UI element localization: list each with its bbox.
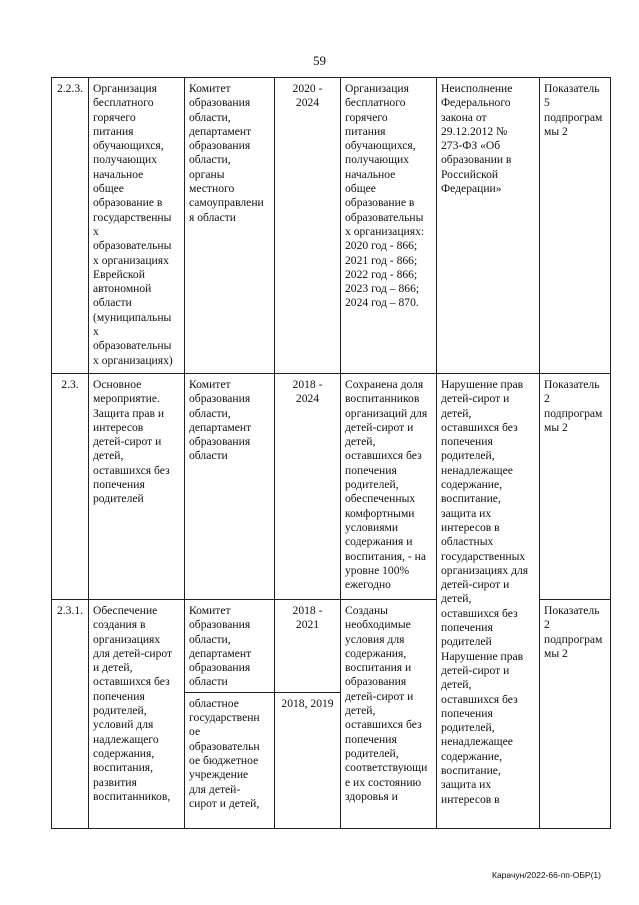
cell-text-line: комфортными — [345, 506, 415, 520]
cell-text-line: Федерации» — [441, 182, 502, 196]
cell-text-line: оставшихся без — [345, 449, 422, 463]
cell-text-line: образование в — [345, 196, 415, 210]
cell-text-line: образования — [189, 96, 251, 110]
cell-text-line: детей, — [441, 406, 472, 420]
cell-text-line: х — [93, 224, 99, 238]
cell-text-line: 2021 год - 866; — [345, 253, 418, 267]
executor — [185, 374, 275, 600]
cell-text-line: 2023 год – 866; — [345, 282, 420, 296]
cell-text-line: области, — [189, 632, 231, 646]
cell-text-line: воспитания и — [345, 661, 412, 675]
cell-text-line: здоровья и — [345, 789, 398, 803]
period — [275, 600, 341, 693]
executor — [185, 692, 275, 828]
cell-text-line: детей-сирот и — [441, 578, 510, 592]
cell-text-line: защита их — [441, 778, 492, 792]
cell-text-line: бесплатного — [345, 96, 406, 110]
cell-text-line: автономной — [93, 282, 152, 296]
cell-text-line: 5 — [544, 96, 550, 110]
cell-text-line: образования — [189, 661, 251, 675]
cell-text-line: начальное — [93, 167, 144, 181]
cell-text-line: самоуправлени — [189, 196, 264, 210]
cell-text-line: 2 — [544, 618, 550, 632]
cell-text-line: 2.3. — [61, 378, 79, 391]
indicator-link — [540, 374, 611, 600]
cell-text-line: содержание, — [441, 749, 503, 763]
cell-text-line: закона от — [441, 110, 487, 124]
cell-text-line: мы 2 — [544, 124, 568, 138]
cell-text-line: Комитет — [189, 378, 231, 391]
cell-text-line: детей-сирот и — [93, 435, 162, 449]
cell-text-line: воспитанников, — [93, 789, 171, 803]
cell-text-line: для детей-сирот — [93, 646, 173, 660]
cell-text-line: детей-сирот и — [441, 392, 510, 406]
cell-text-line: интересов в — [441, 520, 500, 534]
cell-text-line: Показатель — [544, 82, 600, 95]
cell-text-line: попечения — [345, 732, 397, 746]
cell-text-line: необходимые — [345, 618, 411, 632]
cell-text-line: горячего — [345, 110, 388, 124]
cell-text-line: 2018, 2019 — [281, 696, 334, 710]
cell-text-line: питания — [345, 124, 386, 138]
cell-text-line: подпрограм — [544, 406, 603, 420]
cell-text-line: области — [93, 296, 132, 310]
cell-text-line: учреждение — [189, 768, 249, 782]
cell-text-line: обучающихся, — [345, 139, 416, 153]
cell-text-line: содержания, — [345, 646, 407, 660]
cell-text-line: ое бюджетное — [189, 753, 259, 767]
cell-text-line: защита их — [441, 506, 492, 520]
cell-text-line: департамент — [189, 420, 252, 434]
cell-text-line: подпрограм — [544, 632, 603, 646]
cell-text-line: оставшихся без — [441, 606, 518, 620]
row-number — [52, 600, 89, 829]
cell-text-line: для детей- — [189, 782, 241, 796]
cell-text-line: области, — [189, 153, 231, 167]
period — [275, 78, 341, 374]
cell-text-line: условия для — [345, 632, 405, 646]
table-row — [52, 78, 611, 374]
expected-result — [341, 600, 437, 829]
cell-text-line: (муниципальны — [93, 310, 172, 324]
cell-text-line: образования — [189, 139, 251, 153]
cell-text-line: х — [93, 325, 99, 339]
cell-text-line: родителей, — [441, 449, 495, 463]
cell-text-line: 2021 — [295, 618, 320, 632]
cell-text-line: детей-сирот и — [345, 420, 414, 434]
cell-text-line: мероприятие. — [93, 392, 160, 406]
cell-text-line: 2024 год – 870. — [345, 296, 419, 310]
cell-text-line: родителей, — [93, 704, 147, 718]
cell-text-line: Показатель — [544, 604, 600, 617]
cell-text-line: ненадлежащее — [441, 463, 513, 477]
cell-text-line: областное — [189, 696, 239, 710]
non-implementation-consequence — [437, 78, 540, 374]
cell-text-line: Комитет — [189, 604, 231, 617]
cell-text-line: Российской — [441, 167, 499, 181]
cell-text-line: Федерального — [441, 96, 511, 110]
page-number: 59 — [313, 53, 326, 68]
cell-text-line: подпрограм — [544, 110, 603, 124]
cell-text-line: оставшихся без — [345, 718, 422, 732]
cell-text-line: образования — [189, 618, 251, 632]
measure-name — [89, 78, 185, 374]
cell-text-line: мы 2 — [544, 646, 568, 660]
cell-text-line: попечения — [93, 689, 145, 703]
non-implementation-consequence — [437, 374, 540, 829]
cell-text-line: воспитания, — [93, 761, 154, 775]
cell-text-line: родителей, — [441, 721, 495, 735]
cell-text-line: оставшихся без — [441, 692, 518, 706]
cell-text-line: Нарушение прав — [441, 378, 524, 391]
table-row — [52, 374, 611, 600]
expected-result — [341, 78, 437, 374]
cell-text-line: воспитание, — [441, 492, 501, 506]
cell-text-line: оставшихся без — [93, 675, 170, 689]
cell-text-line: 2020 год - 866; — [345, 239, 418, 253]
cell-text-line: областных — [441, 535, 494, 549]
period — [275, 692, 341, 828]
cell-text-line: ое — [189, 725, 201, 739]
cell-text-line: органы — [189, 167, 225, 181]
cell-text-line: 2 — [544, 392, 550, 406]
cell-text-line: оставшихся без — [93, 463, 170, 477]
cell-text-line: образовательны — [93, 239, 172, 253]
cell-text-line: родителей — [93, 492, 144, 506]
cell-text-line: образование в — [93, 196, 163, 210]
cell-text-line: Нарушение прав — [441, 649, 524, 663]
cell-text-line: воспитания, - на — [345, 549, 427, 563]
cell-text-line: детей-сирот и — [345, 689, 414, 703]
cell-text-line: и детей, — [93, 661, 133, 675]
cell-text-line: Организация — [93, 82, 157, 95]
cell-text-line: Комитет — [189, 82, 231, 95]
cell-text-line: развития — [93, 775, 137, 789]
cell-text-line: обучающихся, — [93, 139, 164, 153]
cell-text-line: воспитанников — [345, 392, 420, 406]
cell-text-line: х организациях — [93, 253, 169, 267]
cell-text-line: образовательн — [189, 739, 260, 753]
cell-text-line: детей, — [93, 449, 124, 463]
executor — [185, 600, 275, 693]
cell-text-line: Организация — [345, 82, 409, 95]
cell-text-line: детей, — [345, 435, 376, 449]
measures-table — [51, 77, 611, 829]
cell-text-line: Обеспечение — [93, 604, 158, 617]
cell-text-line: 2022 год - 866; — [345, 267, 418, 281]
cell-text-line: 29.12.2012 № — [441, 124, 508, 138]
row-number — [52, 78, 89, 374]
cell-text-line: надлежащего — [93, 732, 159, 746]
expected-result — [341, 374, 437, 600]
cell-text-line: попечения — [441, 621, 493, 635]
cell-text-line: государственны — [93, 210, 172, 224]
cell-text-line: организациях — [93, 632, 161, 646]
period — [275, 374, 341, 600]
cell-text-line: области, — [189, 406, 231, 420]
cell-text-line: начальное — [345, 167, 396, 181]
cell-text-line: 2018 - — [292, 604, 323, 617]
cell-text-line: Созданы — [345, 604, 388, 617]
cell-text-line: организаций для — [345, 406, 428, 420]
cell-text-line: ежегодно — [345, 578, 391, 592]
measure-name — [89, 374, 185, 600]
cell-text-line: содержания и — [345, 535, 413, 549]
cell-text-line: попечения — [441, 706, 493, 720]
cell-text-line: 2018 - — [292, 378, 323, 391]
cell-text-line: 2024 — [295, 392, 320, 406]
cell-text-line: интересов — [93, 420, 144, 434]
cell-text-line: мы 2 — [544, 420, 568, 434]
cell-text-line: воспитание, — [441, 764, 501, 778]
cell-text-line: интересов в — [441, 792, 500, 806]
cell-text-line: родителей, — [345, 478, 399, 492]
cell-text-line: государственн — [189, 711, 260, 725]
cell-text-line: е их состоянию — [345, 775, 422, 789]
cell-text-line: Основное — [93, 378, 142, 391]
cell-text-line: ненадлежащее — [441, 735, 513, 749]
cell-text-line: образования — [189, 392, 251, 406]
cell-text-line: создания в — [93, 618, 146, 632]
cell-text-line: х организациях: — [345, 224, 425, 238]
cell-text-line: условиями — [345, 520, 399, 534]
cell-text-line: детей, — [345, 704, 376, 718]
cell-text-line: соответствующи — [345, 761, 428, 775]
cell-text-line: содержание, — [441, 478, 503, 492]
row-number — [52, 374, 89, 600]
measure-name — [89, 600, 185, 829]
cell-text-line: образовательны — [93, 339, 172, 353]
indicator-link — [540, 600, 611, 829]
cell-text-line: Защита прав и — [93, 406, 165, 420]
cell-text-line: оставшихся без — [441, 420, 518, 434]
indicator-link — [540, 78, 611, 374]
cell-text-line: родителей — [441, 635, 492, 649]
cell-text-line: организациях для — [441, 563, 529, 577]
cell-text-line: питания — [93, 124, 134, 138]
cell-text-line: я области — [189, 210, 236, 224]
cell-text-line: образовательны — [345, 210, 424, 224]
cell-text-line: детей-сирот и — [441, 663, 510, 677]
cell-text-line: Неисполнение — [441, 82, 513, 95]
cell-text-line: попечения — [441, 435, 493, 449]
cell-text-line: образовании в — [441, 153, 512, 167]
cell-text-line: бесплатного — [93, 96, 154, 110]
cell-text-line: сирот и детей, — [189, 796, 260, 810]
cell-text-line: образования — [189, 435, 251, 449]
cell-text-line: образования — [345, 675, 407, 689]
cell-text-line: 2.2.3. — [56, 82, 84, 95]
cell-text-line: Сохранена доля — [345, 378, 424, 391]
cell-text-line: содержания, — [93, 746, 155, 760]
cell-text-line: Еврейской — [93, 267, 145, 281]
cell-text-line: департамент — [189, 124, 252, 138]
cell-text-line: общее — [93, 182, 124, 196]
cell-text-line: местного — [189, 182, 235, 196]
cell-text-line: детей, — [441, 592, 472, 606]
cell-text-line: попечения — [93, 478, 145, 492]
document-code: Карачун/2022-66-пп-ОБР(1) — [492, 870, 601, 880]
cell-text-line: области, — [189, 110, 231, 124]
cell-text-line: обеспеченных — [345, 492, 416, 506]
cell-text-line: попечения — [345, 463, 397, 477]
cell-text-line: детей, — [441, 678, 472, 692]
cell-text-line: 2020 - — [292, 82, 323, 95]
cell-text-line: общее — [345, 182, 376, 196]
executor — [185, 78, 275, 374]
cell-text-line: родителей, — [345, 746, 399, 760]
cell-text-line: получающих — [345, 153, 409, 167]
cell-text-line: области — [189, 675, 228, 689]
cell-text-line: получающих — [93, 153, 157, 167]
cell-text-line: 273-ФЗ «Об — [441, 139, 501, 153]
cell-text-line: уровне 100% — [345, 563, 410, 577]
cell-text-line: области — [189, 449, 228, 463]
cell-text-line: горячего — [93, 110, 136, 124]
cell-text-line: 2024 — [295, 96, 320, 110]
cell-text-line: Показатель — [544, 378, 600, 391]
cell-text-line: государственных — [441, 549, 526, 563]
cell-text-line: х организациях) — [93, 353, 173, 367]
cell-text-line: департамент — [189, 646, 252, 660]
cell-text-line: 2.3.1. — [56, 604, 84, 617]
cell-text-line: условий для — [93, 718, 154, 732]
